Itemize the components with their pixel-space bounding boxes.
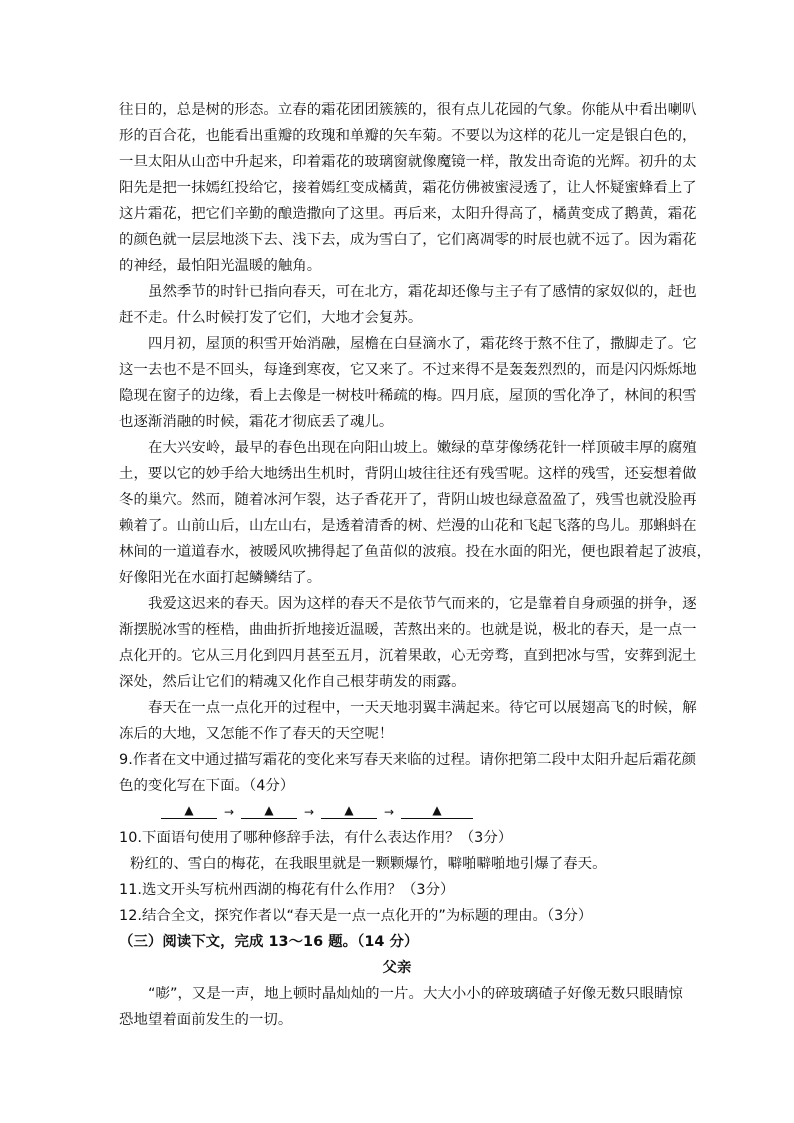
passage-line: 好像阳光在水面打起鳞鳞结了。 — [119, 570, 322, 586]
answer-blank-4[interactable] — [401, 799, 473, 819]
arrow-right-icon: → — [383, 805, 395, 819]
arrow-right-icon: → — [303, 805, 315, 819]
article-line: “嘭”，又是一声，地上顿时晶灿灿的一片。大大小小的碎玻璃碴子好像无数只眼睛惊 — [148, 986, 683, 1002]
document-page — [119, 97, 712, 1033]
passage-line: 春天在一点一点化开的过程中，一天天地羽翼丰满起来。待它可以展翅高飞的时候，解 — [148, 700, 697, 716]
question-9: 9.作者在文中通过描写霜花的变化来写春天来临的过程。请你把第二段中太阳升起后霜花颜 — [119, 752, 697, 768]
passage-line: 冻后的大地，又怎能不作了春天的天空呢！ — [119, 726, 394, 742]
passage-line: 虽然季节的时针已指向春天，可在北方，霜花却还像与主子有了感情的家奴似的，赶也 — [148, 284, 697, 300]
answer-blank-3[interactable] — [321, 799, 377, 819]
passage-line: 的神经，最怕阳光温暖的触角。 — [119, 258, 322, 274]
passage-line: 渐摆脱冰雪的桎梏，曲曲折折地接近温暖，苦熬出来的。也就是说，极北的春天，是一点一 — [119, 622, 697, 638]
triangle-marker-icon: ▲ — [184, 803, 194, 817]
passage-line: 这片霜花，把它们辛勤的酿造撒向了这里。再后来，太阳升得高了，橘黄变成了鹅黄，霜花 — [119, 206, 697, 222]
passage-line: 林间的一道道春水，被暖风吹拂得起了鱼苗似的波痕。投在水面的阳光，便也跟着起了波痕， — [119, 544, 712, 560]
section-heading: （三）阅读下文，完成 13～16 题。（14 分） — [119, 934, 419, 950]
passage-line: 阳先是把一抹嫣红投给它，接着嫣红变成橘黄，霜花仿佛被蜜浸透了，让人怀疑蜜蜂看上了 — [119, 180, 697, 196]
passage-line: 深处，然后让它们的精魂又化作自己根芽萌发的雨露。 — [119, 674, 466, 690]
question-9-cont: 色的变化写在下面。（4分） — [119, 778, 295, 794]
answer-blank-1[interactable] — [161, 799, 217, 819]
triangle-marker-icon: ▲ — [432, 803, 442, 817]
answer-blanks — [119, 799, 675, 825]
passage-line: 也逐渐消融的时候，霜花才彻底丢了魂儿。 — [119, 414, 394, 430]
passage-line: 点化开的。它从三月化到四月甚至五月，沉着果敢，心无旁骛，直到把冰与雪，安葬到泥土 — [119, 648, 697, 664]
question-12: 12.结合全文，探究作者以“春天是一点一点化开的”为标题的理由。（3分） — [119, 908, 593, 924]
passage-line: 往日的，总是树的形态。立春的霜花团团簇簇的，很有点儿花园的气象。你能从中看出喇叭 — [119, 102, 697, 118]
article-title: 父亲 — [382, 960, 412, 976]
answer-blank-2[interactable] — [241, 799, 297, 819]
section-3 — [119, 929, 683, 1033]
passage-line: 形的百合花，也能看出重瓣的玫瑰和单瓣的矢车菊。不要以为这样的花儿一定是银白色的， — [119, 128, 697, 144]
passage-line: 在大兴安岭，最早的春色出现在向阳山坡上。嫩绿的草芽像绣花针一样顶破丰厚的腐殖 — [148, 440, 697, 456]
passage-line: 隐现在窗子的边缘，看上去像是一树枝叶稀疏的梅。四月底，屋顶的雪化净了，林间的积雪 — [119, 388, 697, 404]
questions — [119, 747, 697, 929]
passage-line: 一旦太阳从山峦中升起来，印着霜花的玻璃窗就像魔镜一样，散发出奇诡的光辉。初升的太 — [119, 154, 697, 170]
triangle-marker-icon: ▲ — [344, 803, 354, 817]
passage-line: 赶不走。什么时候打发了它们，大地才会复苏。 — [119, 310, 423, 326]
article-line: 恐地望着面前发生的一切。 — [119, 1012, 293, 1028]
passage-line: 冬的巢穴。然而，随着冰河乍裂，达子香花开了，背阴山坡也绿意盈盈了，残雪也就没脸再 — [119, 492, 697, 508]
passage-line: 这一去也不是不回头，每逢到寒夜，它又来了。不过来得不是轰轰烈烈的，而是闪闪烁烁地 — [119, 362, 697, 378]
passage-line: 的颜色就一层层地淡下去、浅下去，成为雪白了，它们离凋零的时辰也就不远了。因为霜花 — [119, 232, 697, 248]
question-10-quote: 粉红的、雪白的梅花，在我眼里就是一颗颗爆竹，噼啪噼啪地引爆了春天。 — [130, 856, 607, 872]
passage-line: 四月初，屋顶的积雪开始消融，屋檐在白昼滴水了，霜花终于熬不住了，撒脚走了。它 — [148, 336, 697, 352]
question-11: 11.选文开头写杭州西湖的梅花有什么作用？（3分） — [119, 882, 455, 898]
passage-line: 我爱这迟来的春天。因为这样的春天不是依节气而来的，它是靠着自身顽强的拼争，逐 — [148, 596, 697, 612]
passage — [119, 97, 712, 747]
passage-line: 土，要以它的妙手给大地绣出生机时，背阴山坡往往还有残雪呢。这样的残雪，还妄想着做 — [119, 466, 697, 482]
triangle-marker-icon: ▲ — [264, 803, 274, 817]
question-10: 10.下面语句使用了哪种修辞手法，有什么表达作用？（3分） — [119, 830, 513, 846]
passage-line: 赖着了。山前山后，山左山右，是透着清香的树、烂漫的山花和飞起飞落的鸟儿。那蝌蚪在 — [119, 518, 697, 534]
arrow-right-icon: → — [223, 805, 235, 819]
